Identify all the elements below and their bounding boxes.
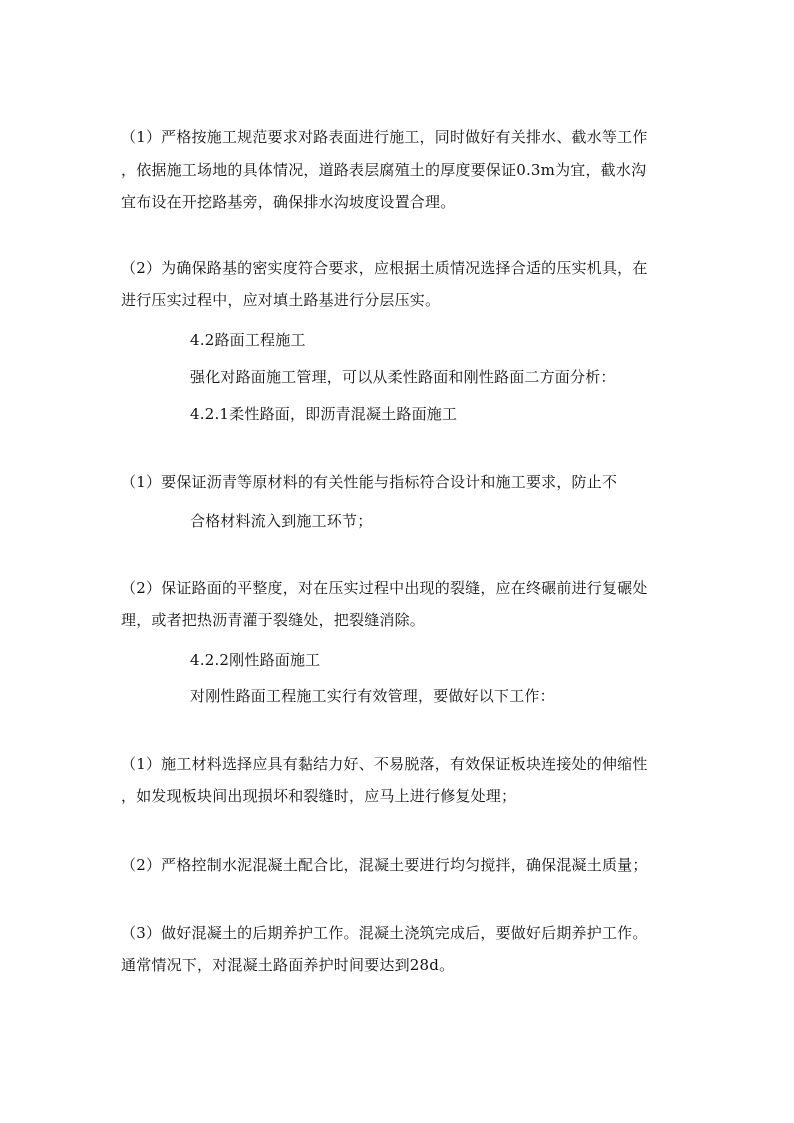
subsection-heading-4-2-2: 4.2.2刚性路面施工 bbox=[190, 651, 321, 669]
paragraph-3-line-1: （1）要保证沥青等原材料的有关性能与指标符合设计和施工要求，防止不 bbox=[121, 473, 618, 491]
paragraph-7-line-2: 通常情况下，对混凝土路面养护时间要达到28d。 bbox=[121, 956, 455, 974]
section-intro: 强化对路面施工管理，可以从柔性路面和刚性路面二方面分析： bbox=[190, 368, 616, 386]
paragraph-6-line-1: （2）严格控制水泥混凝土配合比，混凝土要进行均匀搅拌，确保混凝土质量； bbox=[121, 856, 648, 874]
paragraph-2-line-2: 进行压实过程中，应对填土路基进行分层压实。 bbox=[121, 291, 441, 309]
paragraph-4-line-2: 理，或者把热沥青灌于裂缝处，把裂缝消除。 bbox=[121, 611, 426, 629]
section-heading-4-2: 4.2路面工程施工 bbox=[190, 331, 306, 349]
paragraph-1-line-2: ，依据施工场地的具体情况，道路表层腐殖土的厚度要保证0.3m为宜，截水沟 bbox=[121, 161, 647, 179]
paragraph-5-line-1: （1）施工材料选择应具有黏结力好、不易脱落，有效保证板块连接处的伸缩性 bbox=[121, 755, 648, 773]
paragraph-1-line-1: （1）严格按施工规范要求对路表面进行施工，同时做好有关排水、截水等工作 bbox=[121, 128, 648, 146]
subsection-heading-4-2-1: 4.2.1柔性路面，即沥青混凝土路面施工 bbox=[190, 405, 458, 423]
paragraph-2-line-1: （2）为确保路基的密实度符合要求，应根据土质情况选择合适的压实机具，在 bbox=[121, 259, 648, 277]
subsection-intro: 对刚性路面工程施工实行有效管理，要做好以下工作： bbox=[190, 687, 555, 705]
paragraph-1-line-3: 宜布设在开挖路基旁，确保排水沟坡度设置合理。 bbox=[121, 193, 456, 211]
paragraph-7-line-1: （3）做好混凝土的后期养护工作。混凝土浇筑完成后，要做好后期养护工作。 bbox=[121, 924, 648, 942]
paragraph-3-line-2: 合格材料流入到施工环节； bbox=[190, 512, 373, 530]
paragraph-5-line-2: ，如发现板块间出现损坏和裂缝时，应马上进行修复处理； bbox=[121, 787, 517, 805]
paragraph-4-line-1: （2）保证路面的平整度，对在压实过程中出现的裂缝，应在终碾前进行复碾处 bbox=[121, 579, 648, 597]
